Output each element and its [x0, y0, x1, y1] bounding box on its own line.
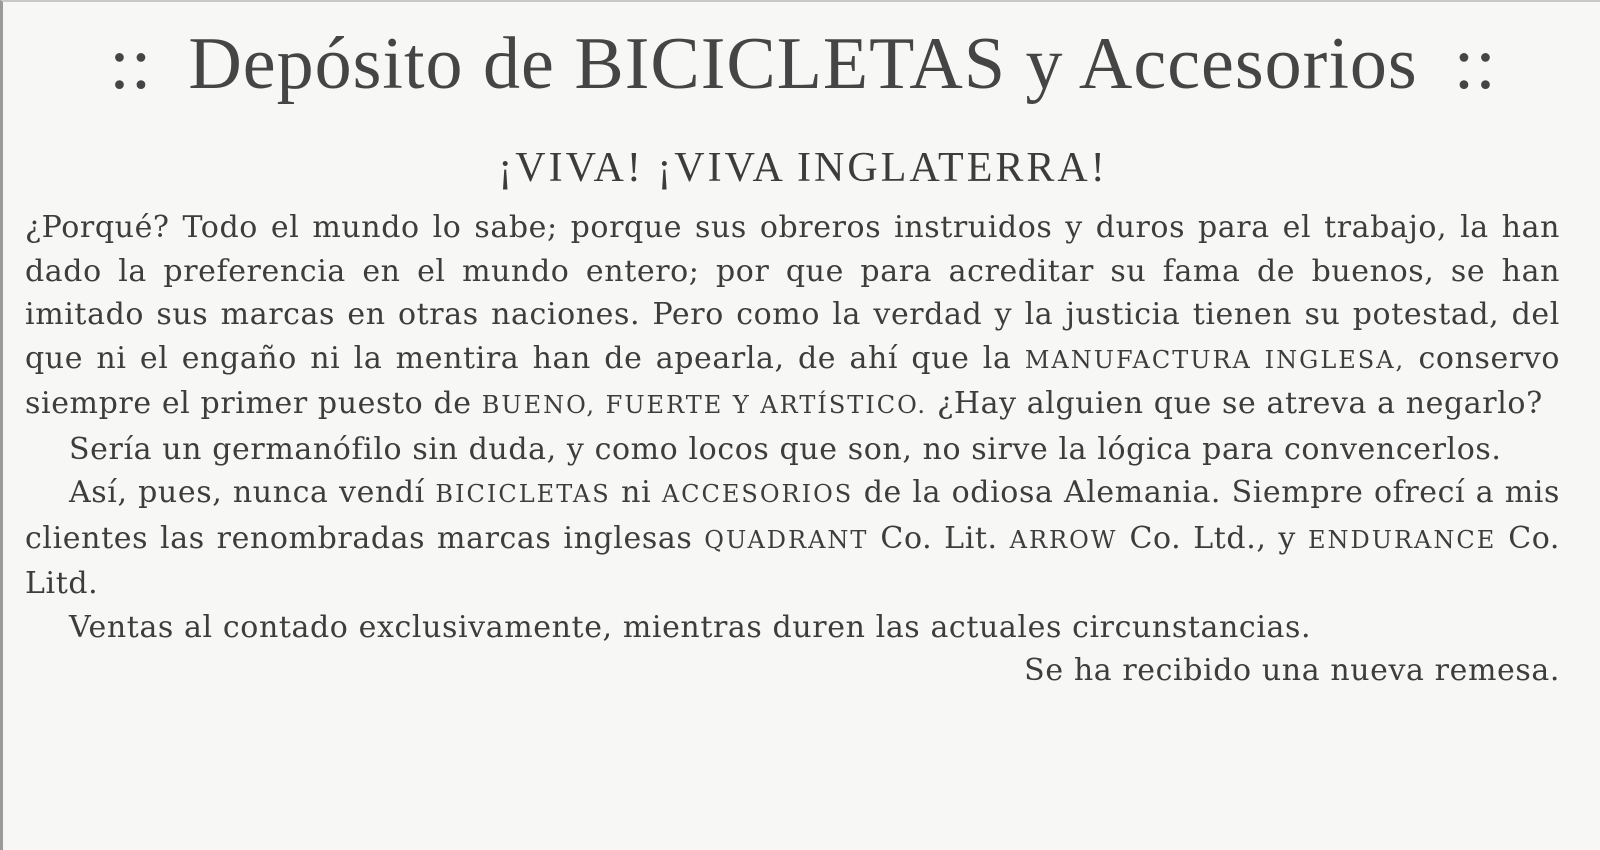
p1-text-c: conservo siempre el primer puesto de [25, 340, 1561, 421]
p3-quadrant: QUADRANT [704, 525, 869, 554]
p1-bueno-fuerte: BUENO, FUERTE Y ARTÍSTICO. [481, 391, 928, 419]
paragraph-1 [25, 206, 1560, 428]
p3-text-k: Co. Litd. [25, 520, 1561, 601]
ad-body [25, 206, 1560, 693]
p3-endurance: ENDURANCE [1307, 525, 1497, 554]
p3-text-i: Co. Ltd., y [1117, 520, 1308, 556]
paragraph-4: Ventas al contado exclusivamente, mientras duren las actuales circunstancias. [69, 609, 1312, 645]
p3-text-e: de la odiosa Alemania. Siempre ofrecí a mis clientes las renombradas marcas inglesas [25, 475, 1561, 556]
p3-text-g: Co. Lit. [868, 520, 1010, 556]
headline-left-ornament: :: [109, 23, 153, 105]
closing-line: Se ha recibido una nueva remesa. [1024, 653, 1560, 688]
paragraph-2: Sería un germanófilo sin duda, y como locos que son, no sirve la lógica para convencerlos. [69, 431, 1502, 467]
p1-text-a: ¿Porqué? Todo el mundo lo sabe; porque sus obreros instruidos y duros para el trabajo, la han dado la preferencia en el mundo entero; por que para acreditar su fama de buenos, se han imitado sus marcas en otras naciones. Pero como la verdad y la justicia tienen su potestad, del que ni el engaño ni la mentira han de apearla, de ahí que la [25, 210, 1560, 376]
p1-manufactura: MANUFACTURA INGLESA, [1024, 345, 1406, 374]
subheadline: ¡VIVA! ¡VIVA INGLATERRA! [498, 145, 1108, 191]
p3-text-c: ni [610, 475, 662, 510]
paragraph-3 [25, 471, 1560, 606]
p3-text-a: Así, pues, nunca vendí [69, 475, 436, 510]
p3-arrow: ARROW [1009, 525, 1118, 554]
headline-text: Depósito de BICICLETAS y Accesorios [188, 23, 1418, 105]
headline [3, 14, 1600, 114]
headline-right-ornament: :: [1453, 23, 1497, 105]
p3-accesorios: ACCESORIOS [661, 480, 854, 508]
p1-text-e: ¿Hay alguien que se atreva a negarlo? [927, 386, 1543, 421]
p3-bicicletas: BICICLETAS [435, 480, 611, 508]
